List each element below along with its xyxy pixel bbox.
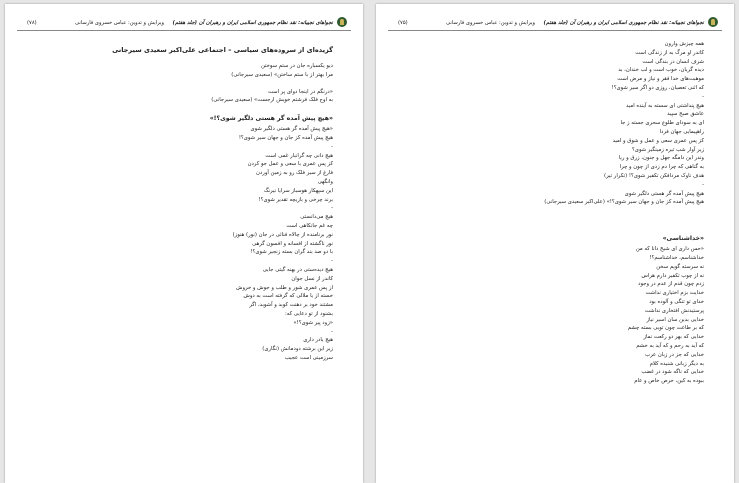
- verse-line: «هیچ پیش آمده گر هستی دلگیر شوی: [250, 126, 333, 133]
- stanza-separator: -: [702, 93, 704, 100]
- verse-line: کاندر او مرگ به از زندگی است: [635, 49, 704, 56]
- verse-line: از پس عمری شور و طلب و جوش و خروش: [236, 284, 333, 291]
- emblem-icon: [708, 17, 718, 27]
- verse-line: مشتند خود بر دهنت کوبد و آشوبد، اگر: [249, 302, 333, 309]
- verse-line: هیچ می‌دانستی: [300, 214, 333, 221]
- verse-line: کاندر از نسل جوان: [291, 275, 333, 282]
- page-header: [388, 16, 722, 31]
- verse-line: هیچ دیده‌ستی در بهنه گیتی جایی: [262, 266, 333, 273]
- verse-line: هیچ پیش آمده کز جان و جهان سیر شوی؟!: [238, 134, 333, 141]
- verse-line: «حس داری ای شیخ دانا که من: [635, 246, 704, 253]
- verse-line: کز پس عمری سعی و عمل و شوق و امید: [612, 137, 704, 144]
- verse-line: عاشق صبح سپید: [667, 111, 704, 118]
- verse-line: سرزمینی است عجیب: [284, 354, 333, 361]
- verse-line: با دو صد بند گران بسته زنجیر شوی؟!: [250, 249, 333, 256]
- verse-line: چه غم جانکاهی است: [286, 222, 333, 229]
- page-number: (۷۸): [27, 20, 37, 26]
- verse-line: مرا بهتر از با ستم ساختن» (سعیدی سیرجانی): [231, 71, 333, 78]
- verse-line: برند چرخی و بازیچه تقدیر شوی؟!: [258, 196, 333, 203]
- stanza-separator: -: [331, 328, 333, 335]
- verse-line: زیر این برشته دودمانش (نگاری): [262, 346, 333, 353]
- emblem-icon: [337, 17, 347, 27]
- section-heading: گزیده‌ای از سروده‌های سیاسی – اجتماعی علی‌اکبر سعیدی سیرجانی: [112, 46, 333, 54]
- verse-line: شرف انسان در بندگی است: [642, 58, 704, 65]
- verse-line: خدایی که ناگه شود در غضب: [641, 369, 704, 376]
- verse-line: هیچ پیش آمده کز جان و جهان سیر شوی؟!» (علی‌اکبر سعیدی سیرجانی): [544, 199, 704, 206]
- verse-line: به اوج فلک فرشتم خویش ارجست» (سعیدی سیرجانی): [211, 97, 333, 104]
- verse-line: خدایی بدین سان اسیر نیاز: [646, 316, 704, 323]
- verse-line: راهپیمایی جهان فردا: [659, 128, 704, 135]
- verse-line: هیچ پیش آمده گر هستی دلگیر شوی: [624, 190, 704, 197]
- verse-line: ای به سودای طلوع سحری جسته ز جا: [620, 120, 704, 127]
- verse-line: پرستیدنش افتخاری نداشت: [644, 307, 704, 314]
- verse-line: نور برنامنده از چالاه فنائی در جان (نور) هنوز): [232, 231, 333, 238]
- verse-line: «زود پیر شوی؟!»: [293, 319, 333, 326]
- verse-line: هدف ناوک مردافکن تکفیر شوی؟! (تکرار تیر): [604, 172, 704, 179]
- verse-line: ببوده به کین، حرص خاص و عام: [634, 378, 704, 385]
- left-page: [5, 4, 363, 483]
- verse-line: خدایی که بهر دو رکعت نماز: [643, 334, 704, 341]
- verse-line: نه سرسته گویم سخن: [656, 263, 704, 270]
- verse-line: که اثنی تعصیان، روزی دو اگر سیر شوی؟!: [611, 84, 704, 91]
- stanza-separator: -: [331, 258, 333, 265]
- verse-line: وندر این دامگه جهل و جنون، زرق و ریا: [618, 155, 704, 162]
- verse-line: به دیگر زبانی شنیده کلام: [649, 360, 704, 367]
- verse-line: «درنگم در اینجا دوای پر است: [267, 88, 333, 95]
- page-body: [29, 40, 333, 363]
- editor-credit: ویرایش و تدوین: عباس خسروی فارسانی: [446, 20, 535, 26]
- stanza-separator: -: [331, 143, 333, 150]
- verse-line: خدایی که جز در زبان عرب: [645, 351, 704, 358]
- running-title: نجواهای نجیبانه: نقد نظام جمهوری اسلامی ایران و رهبران آن (جلد هفتم): [543, 20, 704, 26]
- verse-line: کز پس عمری با سعی و عمل جو کردن: [247, 161, 333, 168]
- verse-line: خداشناسم، خداشناسم؟!: [649, 254, 704, 261]
- page-header: [17, 16, 351, 31]
- verse-line: خدایت بزم اختیاری نداشت: [645, 290, 704, 297]
- verse-line: همه چیزش وارون: [664, 41, 704, 47]
- right-page: [376, 4, 734, 483]
- verse-line: که بر طاعت چون تویی بسته چشم: [627, 325, 704, 332]
- stanza-separator: -: [702, 181, 704, 188]
- stanza-separator: -: [331, 205, 333, 212]
- page-body: [400, 40, 704, 386]
- verse-line: زیر آوار شب تیره زمینگیر شوی؟: [631, 146, 704, 153]
- verse-line: زدم چون قدم از عدم در وجود: [638, 281, 704, 288]
- verse-line: فارغ از سیر فلک رو به زمین آوردن: [256, 170, 333, 177]
- verse-line: نه از چوب تکفیر دارم هراس: [641, 272, 704, 279]
- verse-line: به گناهی که چرا دم زدی از چون و چرا: [619, 164, 704, 171]
- verse-line: هیچ پنداشتی ای سسته به آینده امید: [625, 102, 704, 109]
- running-title: نجواهای نجیبانه: نقد نظام جمهوری اسلامی ایران و رهبران آن (جلد هفتم): [172, 20, 333, 26]
- verse-line: دیو یکسباره جان در ستمِ سوختن: [261, 63, 333, 69]
- page-number: (۷۵): [398, 20, 408, 26]
- verse-line: خسته از یا ملالی که گرفته است به دوش: [243, 293, 333, 300]
- poem-title: «خداشناسی»: [662, 235, 704, 243]
- poem-title: «هیچ پیش آمده گر هستی دلگیر شوی؟!»: [209, 115, 333, 123]
- verse-line: وانگهی: [317, 178, 333, 185]
- verse-line: موهبت‌های خدا فقر و نیاز و مرض است: [617, 76, 704, 83]
- editor-credit: ویرایش و تدوین: عباس خسروی فارسانی: [75, 20, 164, 26]
- verse-line: این سپهکار هوسباز سرایا نیرنگ: [263, 187, 333, 194]
- verse-line: نور ناگشته از افسانه و افسون گرهی: [252, 240, 333, 247]
- verse-line: که آید به رحم و که آید به خشم: [636, 342, 704, 349]
- verse-line: بشنود از تو دعایی که:: [284, 310, 333, 317]
- verse-line: خدای تو تنگی و آلوده بود: [649, 298, 704, 305]
- verse-line: هیچ یادر داری: [303, 337, 333, 344]
- verse-line: هیچ دانی چه گرانبار غمی است: [265, 152, 333, 159]
- verse-line: دیده گریان، خوب است و لب خندان، بد: [618, 67, 704, 74]
